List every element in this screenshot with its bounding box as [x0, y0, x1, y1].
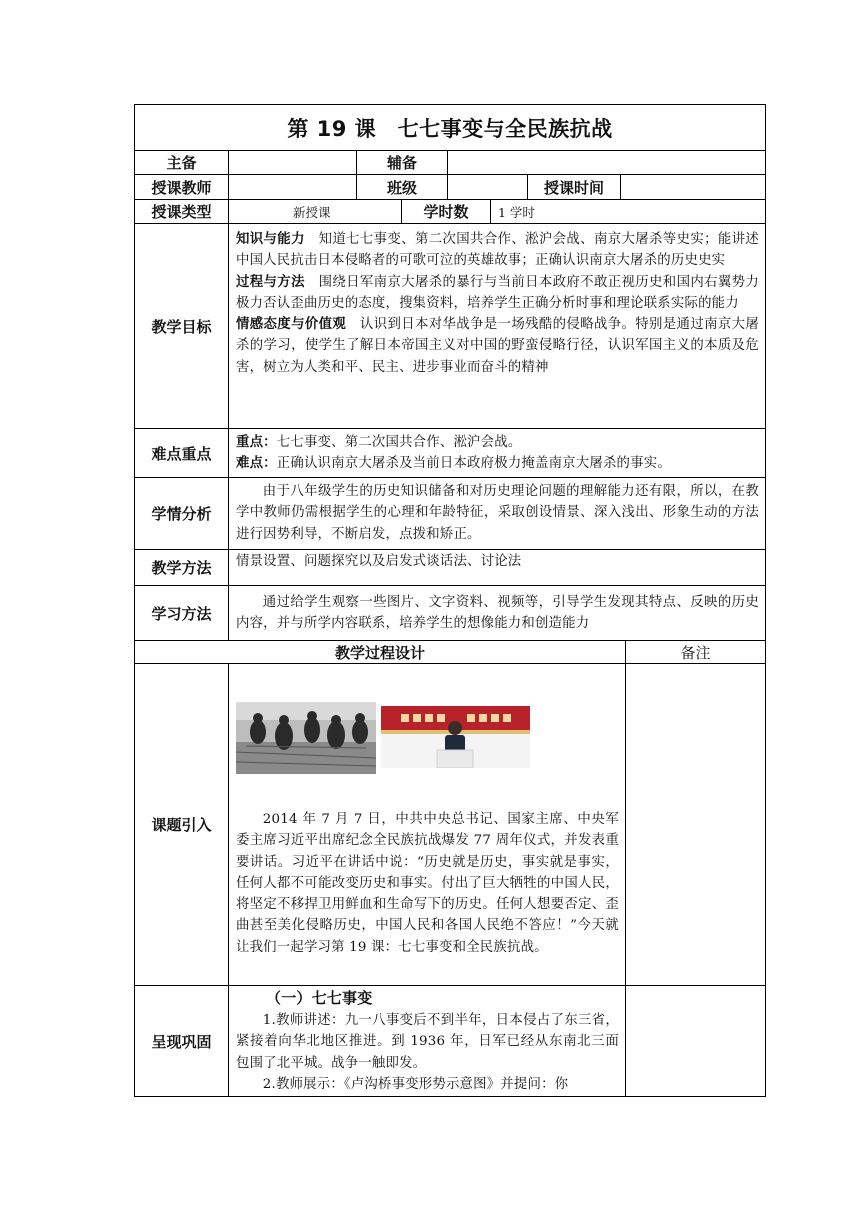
paragraph-2: 2.教师展示：《卢沟桥事变形势示意图》并提问：你 — [262, 1076, 569, 1092]
analysis-label: 学情分析 — [151, 505, 212, 523]
preparer-row — [135, 151, 765, 175]
goal-knowledge-title: 知识与能力 — [236, 232, 305, 247]
lesson-plan-table — [134, 104, 766, 1097]
consolidate-row — [135, 986, 765, 1097]
intro-notes — [625, 664, 765, 985]
intro-row — [135, 664, 765, 986]
teacher-row — [135, 175, 765, 200]
difficult-point-title: 难点： — [236, 456, 277, 472]
intro-label: 课题引入 — [151, 816, 212, 834]
time-label: 授课时间 — [527, 175, 620, 199]
teacher-value — [228, 175, 356, 199]
fubei-value — [447, 151, 765, 174]
type-value: 新授课 — [228, 200, 401, 223]
keypoints-row — [135, 429, 765, 478]
analysis-text: 由于八年级学生的历史知识储备和对历史理论问题的理解能力还有限，所以，在教学中教师仍需根据学生的心理和年龄特征，采取创设情景、深入浅出、形象生动的方法进行因势利导，不断启发，点拨和矫正。 — [228, 478, 765, 549]
goal-emotion-title: 情感态度与价值观 — [236, 317, 347, 333]
key-point — [236, 432, 759, 453]
keypoints-label: 难点重点 — [151, 444, 212, 463]
goal-knowledge — [236, 229, 759, 272]
keypoints-content — [228, 429, 765, 477]
goals-row — [135, 224, 765, 429]
zhubei-label: 主备 — [166, 154, 197, 172]
study-label: 学习方法 — [151, 604, 212, 623]
teacher-label: 授课教师 — [151, 178, 212, 197]
consolidate-label: 呈现巩固 — [151, 1033, 212, 1051]
process-header: 教学过程设计 — [334, 643, 425, 662]
goal-emotion-text: 认识到日本对华战争是一场残酷的侵略战争。特别是通过南京大屠杀的学习，使学生了解日本帝国主义对中国的野蛮侵略行径，认识军国主义的本质及危害，树立为人类和平、民主、进步事业而奋斗的精神 — [236, 317, 759, 375]
speech-photo — [381, 706, 530, 768]
historical-photo — [236, 702, 376, 774]
difficult-point-text: 正确认识南京大屠杀及当前日本政府极力掩盖南京大屠杀的事实。 — [276, 456, 671, 472]
difficult-point — [236, 453, 759, 474]
section-heading: （一）七七事变 — [266, 989, 373, 1007]
type-row — [135, 200, 765, 224]
paragraph-1: 1.教师讲述：九一八事变后不到半年，日本侵占了东三省，紧接着向华北地区推进。到 1936 年，日军已经从东南北三面包围了北平城。战争一触即发。 — [236, 1013, 619, 1071]
intro-text: 2014 年 7 月 7 日，中共中央总书记、国家主席、中央军委主席习近平出席纪念全民族抗战爆发 77 周年仪式，并发表重要讲话。习近平在讲话中说：“历史就是历史，事实就是事实，任何人都不可能改变历史和事实。付出了巨大牺牲的中国人民，将坚定不移捍卫用鲜血和生命写下的历史。任何人想要否定、歪曲甚至美化侵略历史，中国人民和各国人民绝不答应！”今天就让我们一起学习第 19 课：七七事变和全民族抗战。 — [236, 812, 619, 955]
method-label: 教学方法 — [151, 559, 212, 577]
analysis-row — [135, 478, 765, 550]
goal-process-text: 围绕日军南京大屠杀的暴行与当前日本政府不敢正视历史和国内右翼势力极力否认歪曲历史的态度，搜集资料，培养学生正确分析时事和理论联系实际的能力 — [236, 274, 759, 311]
goals-content — [228, 224, 765, 428]
lesson-title: 第 19 课 七七事变与全民族抗战 — [287, 116, 613, 141]
notes-header: 备注 — [625, 641, 765, 663]
study-row — [135, 586, 765, 641]
method-text: 情景设置、问题探究以及启发式谈话法、讨论法 — [228, 550, 765, 585]
key-point-title: 重点： — [236, 435, 277, 450]
method-row — [135, 550, 765, 586]
fubei-label: 辅备 — [356, 151, 447, 174]
goal-knowledge-text: 知道七七事变、第二次国共合作、淞沪会战、南京大屠杀等史实；能讲述中国人民抗击日本侵略者的可歌可泣的英雄故事；正确认识南京大屠杀的历史史实 — [236, 232, 759, 269]
consolidate-notes — [625, 986, 765, 1097]
process-header-row — [135, 641, 765, 664]
goals-label: 教学目标 — [151, 317, 212, 336]
class-label: 班级 — [356, 175, 447, 199]
hours-value: 1 学时 — [490, 200, 765, 223]
key-point-text: 七七事变、第二次国共合作、淞沪会战。 — [276, 435, 522, 450]
goal-process — [236, 272, 759, 315]
consolidate-content — [228, 986, 625, 1097]
title-row — [135, 105, 765, 151]
intro-content — [228, 664, 625, 985]
zhubei-value — [228, 151, 356, 174]
time-value — [620, 175, 765, 199]
class-value — [447, 175, 527, 199]
goal-emotion — [236, 314, 759, 378]
goal-process-title: 过程与方法 — [236, 274, 305, 290]
study-text: 通过给学生观察一些图片、文字资料、视频等，引导学生发现其特点、反映的历史内容，并与所学内容联系，培养学生的想像能力和创造能力 — [228, 586, 765, 640]
type-label: 授课类型 — [151, 203, 212, 221]
hours-label: 学时数 — [401, 200, 490, 223]
